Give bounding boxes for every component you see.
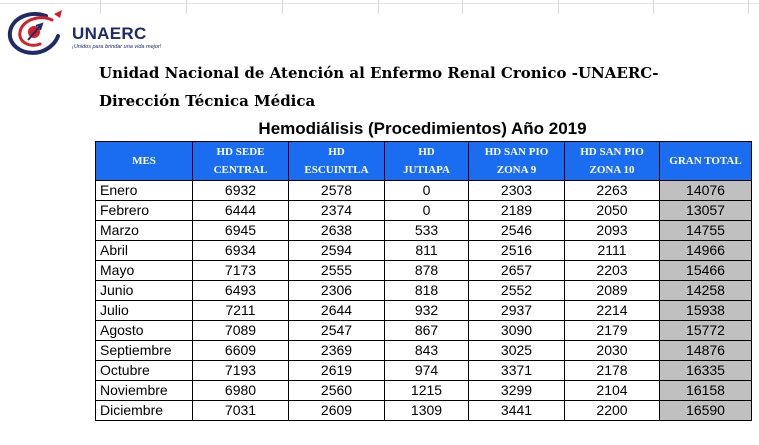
sheet-gridline — [378, 0, 379, 14]
value-cell: 2200 — [565, 401, 660, 421]
value-cell: 867 — [385, 321, 469, 341]
table-row — [96, 261, 752, 281]
value-cell: 3299 — [469, 381, 565, 401]
total-cell: 14258 — [660, 281, 752, 301]
table-row — [96, 401, 752, 421]
column-header — [565, 142, 660, 181]
value-cell: 2937 — [469, 301, 565, 321]
value-cell: 878 — [385, 261, 469, 281]
value-cell: 2546 — [469, 221, 565, 241]
value-cell: 7173 — [193, 261, 289, 281]
value-cell: 2306 — [289, 281, 385, 301]
total-cell: 14755 — [660, 221, 752, 241]
value-cell: 2374 — [289, 201, 385, 221]
value-cell: 6609 — [193, 341, 289, 361]
table-row — [96, 321, 752, 341]
table-row — [96, 361, 752, 381]
total-cell: 15466 — [660, 261, 752, 281]
value-cell: 2619 — [289, 361, 385, 381]
value-cell: 533 — [385, 221, 469, 241]
month-cell: Marzo — [96, 221, 193, 241]
month-cell: Abril — [96, 241, 193, 261]
value-cell: 2638 — [289, 221, 385, 241]
value-cell: 2657 — [469, 261, 565, 281]
column-header — [469, 142, 565, 181]
column-header-line: HD SAN PIO — [580, 146, 644, 158]
value-cell: 2203 — [565, 261, 660, 281]
value-cell: 2214 — [565, 301, 660, 321]
value-cell: 6980 — [193, 381, 289, 401]
value-cell: 2594 — [289, 241, 385, 261]
total-cell: 15772 — [660, 321, 752, 341]
total-cell: 14076 — [660, 181, 752, 201]
value-cell: 0 — [385, 181, 469, 201]
value-cell: 811 — [385, 241, 469, 261]
value-cell: 3090 — [469, 321, 565, 341]
sheet-gridline — [653, 0, 654, 14]
value-cell: 2555 — [289, 261, 385, 281]
month-cell: Junio — [96, 281, 193, 301]
value-cell: 7211 — [193, 301, 289, 321]
sheet-gridline — [462, 0, 463, 14]
value-cell: 7031 — [193, 401, 289, 421]
month-cell: Diciembre — [96, 401, 193, 421]
column-header-line: MES — [132, 155, 156, 167]
value-cell: 2369 — [289, 341, 385, 361]
sheet-gridline — [0, 3, 759, 4]
value-cell: 2552 — [469, 281, 565, 301]
value-cell: 2104 — [565, 381, 660, 401]
value-cell: 2089 — [565, 281, 660, 301]
value-cell: 2560 — [289, 381, 385, 401]
total-cell: 14966 — [660, 241, 752, 261]
total-cell: 13057 — [660, 201, 752, 221]
sheet-gridline — [748, 0, 749, 14]
total-cell: 15938 — [660, 301, 752, 321]
unaerc-logo — [6, 8, 162, 58]
hemodialysis-table — [95, 141, 752, 421]
table-row — [96, 241, 752, 261]
kidney-swirl-icon — [6, 8, 68, 58]
column-header-line: JUTIAPA — [403, 164, 450, 176]
value-cell: 2516 — [469, 241, 565, 261]
month-cell: Septiembre — [96, 341, 193, 361]
value-cell: 7089 — [193, 321, 289, 341]
table-row — [96, 281, 752, 301]
month-cell: Julio — [96, 301, 193, 321]
value-cell: 1309 — [385, 401, 469, 421]
value-cell: 3441 — [469, 401, 565, 421]
column-header-line: HD — [418, 146, 435, 158]
value-cell: 2179 — [565, 321, 660, 341]
value-cell: 843 — [385, 341, 469, 361]
column-header — [193, 142, 289, 181]
value-cell: 3025 — [469, 341, 565, 361]
sheet-gridline — [558, 0, 559, 14]
value-cell: 2609 — [289, 401, 385, 421]
value-cell: 2644 — [289, 301, 385, 321]
table-row — [96, 181, 752, 201]
column-header — [289, 142, 385, 181]
value-cell: 2189 — [469, 201, 565, 221]
column-header — [385, 142, 469, 181]
logo-name: UNAERC — [72, 24, 147, 43]
column-header-line: HD SAN PIO — [484, 146, 549, 158]
column-header-line: HD SEDE — [216, 146, 265, 158]
value-cell: 2263 — [565, 181, 660, 201]
sheet-gridline — [282, 0, 283, 14]
value-cell: 6932 — [193, 181, 289, 201]
logo-tagline: ¡Unidos para brindar una vida mejor! — [72, 44, 162, 50]
column-header-line: ZONA 9 — [496, 164, 537, 176]
column-header-line: HD — [328, 146, 345, 158]
value-cell: 2093 — [565, 221, 660, 241]
table-header-row — [96, 142, 752, 181]
value-cell: 3371 — [469, 361, 565, 381]
value-cell: 974 — [385, 361, 469, 381]
column-header — [96, 142, 193, 181]
value-cell: 2547 — [289, 321, 385, 341]
month-cell: Enero — [96, 181, 193, 201]
value-cell: 6493 — [193, 281, 289, 301]
column-header-line: CENTRAL — [213, 164, 268, 176]
column-header-line: ZONA 10 — [589, 164, 635, 176]
value-cell: 6934 — [193, 241, 289, 261]
table-row — [96, 221, 752, 241]
report-title: Hemodiálisis (Procedimientos) Año 2019 — [258, 119, 587, 138]
department-name: Dirección Técnica Médica — [99, 92, 316, 110]
value-cell: 6444 — [193, 201, 289, 221]
total-cell: 16158 — [660, 381, 752, 401]
value-cell: 2303 — [469, 181, 565, 201]
value-cell: 6945 — [193, 221, 289, 241]
value-cell: 1215 — [385, 381, 469, 401]
value-cell: 2578 — [289, 181, 385, 201]
column-header — [660, 142, 752, 181]
total-cell: 16335 — [660, 361, 752, 381]
table-row — [96, 301, 752, 321]
value-cell: 818 — [385, 281, 469, 301]
value-cell: 2178 — [565, 361, 660, 381]
table-row — [96, 201, 752, 221]
month-cell: Octubre — [96, 361, 193, 381]
column-header-line: ESCUINTLA — [304, 164, 369, 176]
month-cell: Febrero — [96, 201, 193, 221]
value-cell: 7193 — [193, 361, 289, 381]
value-cell: 2030 — [565, 341, 660, 361]
month-cell: Noviembre — [96, 381, 193, 401]
value-cell: 932 — [385, 301, 469, 321]
organization-name: Unidad Nacional de Atención al Enfermo Renal Cronico -UNAERC- — [99, 64, 659, 82]
table-row — [96, 381, 752, 401]
table-row — [96, 341, 752, 361]
month-cell: Agosto — [96, 321, 193, 341]
column-header-line: GRAN TOTAL — [669, 155, 742, 167]
total-cell: 16590 — [660, 401, 752, 421]
value-cell: 2111 — [565, 241, 660, 261]
sheet-gridline — [186, 0, 187, 14]
value-cell: 2050 — [565, 201, 660, 221]
month-cell: Mayo — [96, 261, 193, 281]
value-cell: 0 — [385, 201, 469, 221]
total-cell: 14876 — [660, 341, 752, 361]
